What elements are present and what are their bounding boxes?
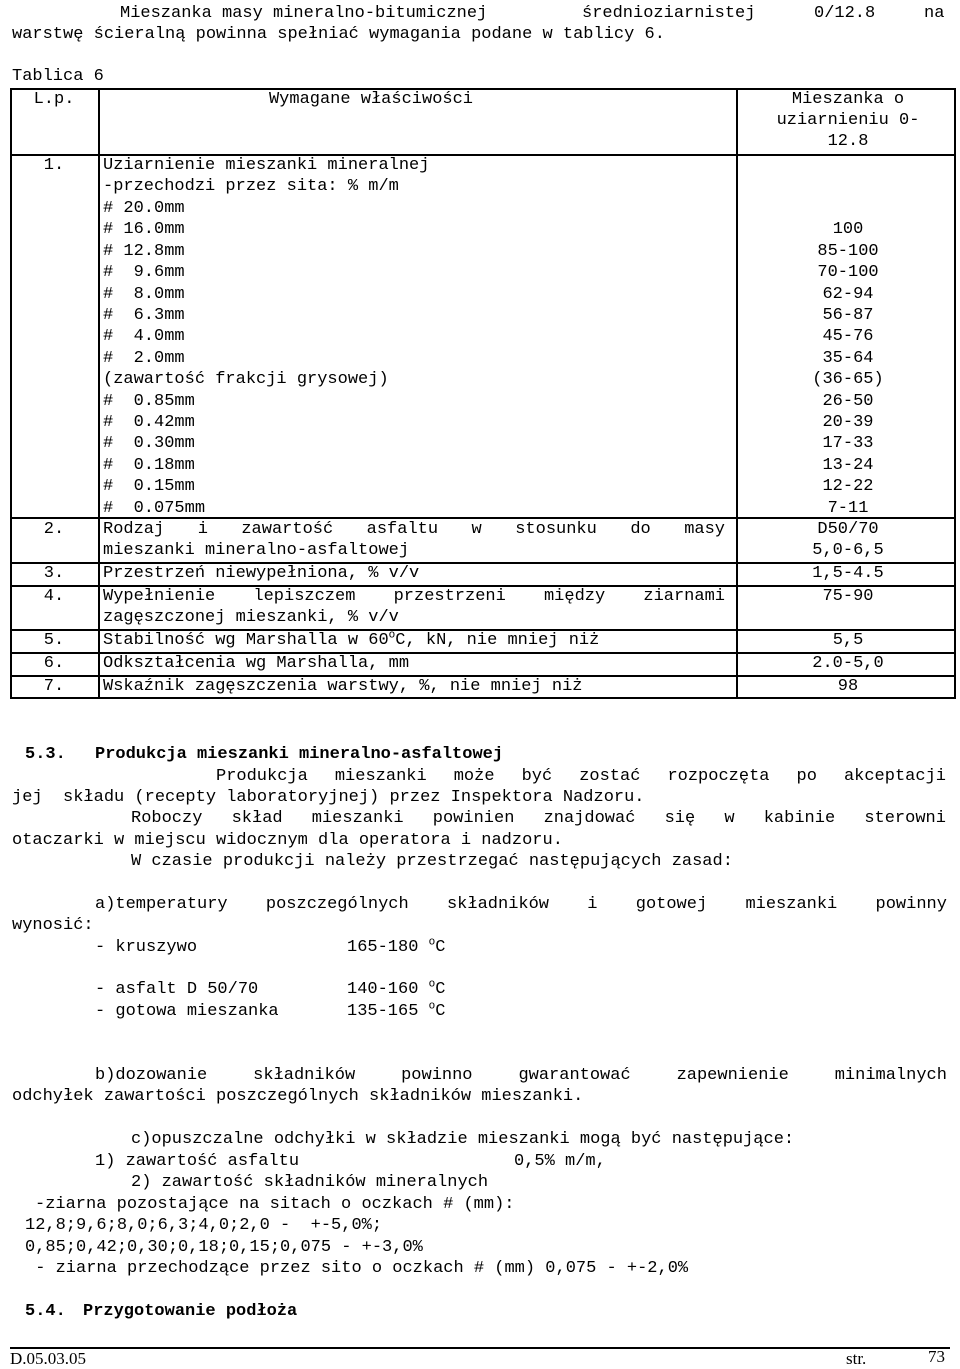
row3-text: Przestrzeń niewypełniona, % v/v [103, 564, 420, 583]
temp-label: - kruszywo [95, 938, 198, 957]
temp-value [347, 1001, 445, 1022]
header-property: Wymagane właściwości [268, 90, 474, 109]
sieve-passing-range: 26-50 [822, 391, 874, 411]
item-c-asphalt-value: 0,5% m/m, [514, 1152, 606, 1171]
paragraph-2-line-1 [131, 808, 946, 829]
table-caption: Tablica 6 [12, 67, 104, 86]
intro-line-1b: średnioziarnistej [582, 4, 756, 23]
p1-word: po [796, 767, 817, 786]
temp-unit: C [435, 980, 446, 999]
paragraph-1-line-1 [216, 766, 946, 787]
sieve-size: # 2.0mm [103, 348, 185, 368]
row2-word: zawartość [241, 520, 334, 539]
row2-word: w [471, 520, 482, 539]
p2-word: powinien [432, 809, 515, 828]
sieve-size: # 4.0mm [103, 327, 185, 347]
table-border [98, 88, 100, 699]
table-border [736, 88, 738, 699]
row5-text [103, 630, 733, 651]
b-word: powinno [401, 1066, 473, 1085]
p1-word: Produkcja [216, 767, 308, 786]
sieve-size: # 8.0mm [103, 284, 185, 304]
p2-word: się [664, 809, 696, 828]
sieve-passing-range: 45-76 [822, 327, 874, 347]
sieve-size: # 0.075mm [103, 498, 206, 518]
item-c-retained: -ziarna pozostające na sitach o oczkach # (mm): [35, 1195, 515, 1214]
item-c-sieves-1: 12,8;9,6;8,0;6,3;4,0;2,0 - +-5,0%; [25, 1216, 383, 1235]
degree-sign: o [428, 978, 436, 991]
temp-label: - asfalt D 50/70 [95, 980, 259, 999]
sieve-passing-range: 7-11 [827, 498, 869, 518]
item-c-line-1: c)opuszczalne odchyłki w składzie mieszanki mogą być następujące: [131, 1130, 795, 1149]
row4-lp: 4. [43, 587, 65, 606]
sieve-passing-range: 56-87 [822, 306, 874, 325]
b-word: b)dozowanie [95, 1066, 208, 1085]
a-word: gotowej [635, 895, 708, 914]
row6-value: 2.0-5,0 [812, 654, 884, 673]
row1-lp: 1. [43, 156, 65, 175]
intro-line-1d: na [924, 4, 945, 23]
row2-text-line-2: mieszanki mineralno-asfaltowej [103, 541, 410, 560]
sieve-size: # 0.30mm [103, 434, 195, 454]
header-mix-2: uziarnieniu 0- [776, 111, 920, 130]
a-word: a)temperatury [95, 895, 228, 914]
p2-word: znajdować [543, 809, 636, 828]
footer-page-number: 73 [928, 1347, 945, 1366]
sieve-size: # 0.18mm [103, 455, 195, 475]
degree-sign: o [388, 629, 396, 642]
item-c-sieves-2: 0,85;0,42;0,30;0,18;0,15;0,075 - +-3,0% [25, 1238, 423, 1257]
sieve-passing-range: 100 [832, 220, 864, 240]
row5-lp: 5. [43, 631, 65, 650]
paragraph-1-line-2: jej składu (recepty laboratoryjnej) przez Inspektora Nadzoru. [12, 788, 645, 807]
item-b-line-1 [95, 1065, 947, 1086]
sieve-size: # 0.42mm [103, 413, 195, 432]
p2-word: Roboczy [131, 809, 203, 828]
temp-label: - gotowa mieszanka [95, 1002, 279, 1021]
b-word: składników [253, 1066, 356, 1085]
item-c-passing: - ziarna przechodzące przez sito o oczkach # (mm) 0,075 - +-2,0% [25, 1259, 689, 1278]
row4-word: ziarnami [643, 587, 725, 606]
row3-value: 1,5-4.5 [812, 564, 884, 583]
row4-word: między [543, 587, 606, 606]
b-word: gwarantować [518, 1066, 631, 1085]
row4-word: Wypełnienie [103, 587, 216, 606]
p1-word: mieszanki [334, 767, 427, 786]
a-word: i [587, 895, 598, 914]
p1-word: rozpoczęta [667, 767, 770, 786]
sieve-size: # 16.0mm [103, 220, 185, 240]
sieve-size: (zawartość frakcji grysowej) [103, 370, 389, 390]
footer-rule [10, 1347, 950, 1349]
row3-lp: 3. [43, 564, 65, 583]
row1-title-2: -przechodzi przez sita: % m/m [103, 177, 399, 196]
temp-range: 140-160 [347, 980, 429, 999]
row2-word: masy [684, 520, 725, 539]
header-mix-1: Mieszanka o [791, 90, 905, 109]
row2-word: do [630, 520, 651, 539]
header-lp: L.p. [33, 90, 75, 109]
requirements-table [10, 88, 956, 698]
row6-text: Odkształcenia wg Marshalla, mm [103, 654, 410, 673]
section-5-4-number: 5.4. [25, 1302, 66, 1321]
temp-value [347, 937, 445, 958]
temp-unit: C [435, 938, 446, 957]
intro-line-1a: Mieszanka masy mineralno-bitumicznej [120, 4, 488, 23]
a-word: mieszanki [745, 895, 838, 914]
intro-line-2: warstwę ścieralną powinna spełniać wymagania podane w tablicy 6. [12, 25, 665, 44]
p1-word: może [453, 767, 495, 786]
sieve-passing-range: 62-94 [822, 284, 874, 304]
row4-word: lepiszczem [253, 587, 356, 606]
p1-word: akceptacji [843, 767, 946, 786]
footer-code: D.05.03.05 [10, 1349, 87, 1368]
a-word: powinny [875, 895, 947, 914]
section-5-3-title: Produkcja mieszanki mineralno-asfaltowej [95, 745, 504, 764]
row6-lp: 6. [43, 654, 65, 673]
row5-value: 5,5 [832, 631, 864, 650]
b-word: minimalnych [834, 1066, 947, 1085]
row2-word: stosunku [515, 520, 597, 539]
p1-word: zostać [579, 767, 641, 786]
row4-text-line-1 [103, 586, 725, 607]
row2-text-line-1 [103, 519, 725, 540]
row4-value: 75-90 [822, 587, 874, 606]
row5-text-a: Stabilność wg Marshalla w 60 [103, 631, 389, 650]
row4-text-line-2: zagęszczonej mieszanki, % v/v [103, 608, 399, 627]
row1-title-1: Uziarnienie mieszanki mineralnej [103, 156, 430, 175]
sieve-passing-range: 35-64 [822, 348, 874, 368]
row7-lp: 7. [43, 677, 65, 696]
intro-line-1c: 0/12.8 [814, 4, 876, 23]
row5-text-b: C, kN, nie mniej niż [395, 631, 600, 650]
p2-word: w [724, 809, 735, 828]
section-5-3-number: 5.3. [25, 745, 66, 764]
sieve-size: # 20.0mm [103, 199, 185, 218]
row2-value-1: D50/70 [817, 520, 879, 539]
degree-sign: o [428, 1000, 436, 1013]
p2-word: mieszanki [311, 809, 404, 828]
sieve-passing-range: 13-24 [822, 455, 874, 475]
intro-line-1 [120, 3, 487, 24]
sieve-size: # 12.8mm [103, 241, 185, 261]
row4-word: przestrzeni [393, 587, 506, 606]
sieve-passing-range: 85-100 [817, 241, 879, 261]
row2-word: asfaltu [366, 520, 439, 539]
sieve-size: # 0.85mm [103, 391, 195, 411]
row2-lp: 2. [43, 520, 65, 539]
temp-range: 165-180 [347, 938, 429, 957]
row2-word: Rodzaj [103, 520, 165, 539]
item-a-line-2: wynosić: [12, 916, 94, 935]
a-word: składników [446, 895, 550, 914]
sieve-size: # 0.15mm [103, 477, 195, 497]
sieve-passing-range: 12-22 [822, 477, 874, 497]
section-5-4-title: Przygotowanie podłoża [83, 1302, 298, 1321]
sieve-size: # 9.6mm [103, 263, 185, 283]
row2-word: i [197, 520, 208, 539]
a-word: poszczególnych [265, 895, 409, 914]
item-c-asphalt-label: 1) zawartość asfaltu [95, 1152, 300, 1171]
header-mix-3: 12.8 [827, 132, 869, 151]
b-word: zapewnienie [676, 1066, 789, 1085]
paragraph-2-line-2: otaczarki w miejscu widocznym dla operatora i nadzoru. [12, 831, 563, 850]
temp-unit: C [435, 1002, 446, 1021]
footer-page-label: str. [846, 1349, 867, 1368]
sieve-passing-range: (36-65) [812, 370, 884, 390]
item-b-line-2: odchyłek zawartości poszczególnych składników mieszanki. [12, 1087, 584, 1106]
sieve-passing-range: 70-100 [817, 263, 879, 283]
paragraph-3: W czasie produkcji należy przestrzegać następujących zasad: [131, 852, 733, 871]
temp-value [347, 979, 445, 1000]
temp-range: 135-165 [347, 1002, 429, 1021]
item-c-mineral: 2) zawartość składników mineralnych [131, 1173, 489, 1192]
degree-sign: o [428, 936, 436, 949]
p2-word: kabinie [763, 809, 836, 828]
row7-text: Wskaźnik zagęszczenia warstwy, %, nie mniej niż [103, 677, 583, 696]
sieve-passing-range: 17-33 [822, 434, 874, 454]
p2-word: sterowni [864, 809, 946, 828]
p2-word: skład [231, 809, 283, 828]
p1-word: być [521, 767, 553, 786]
row7-value: 98 [837, 677, 859, 696]
sieve-passing-range: 20-39 [822, 413, 874, 432]
row2-value-2: 5,0-6,5 [812, 541, 884, 560]
sieve-size: # 6.3mm [103, 306, 185, 325]
item-a-line-1 [95, 894, 947, 915]
